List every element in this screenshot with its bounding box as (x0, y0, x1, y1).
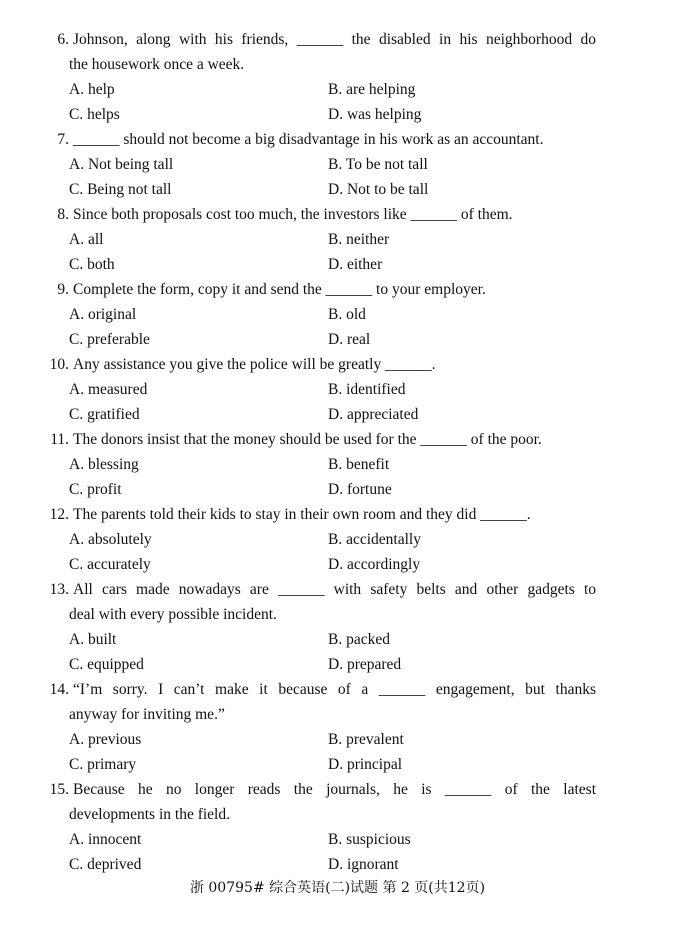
options-row (69, 827, 596, 852)
question-number: 8. (57, 206, 69, 223)
question-14-line-1 (36, 677, 596, 702)
options-row (69, 527, 596, 552)
question-number: 7. (57, 131, 69, 148)
option-d: D. Not to be tall (328, 181, 429, 198)
question-number: 10. (49, 356, 69, 373)
option-b: B. are helping (328, 81, 416, 98)
option-c: C. equipped (69, 656, 144, 673)
question-12 (36, 502, 596, 577)
question-text: Because he no longer reads the journals, he is ______ of the latest (73, 781, 596, 798)
question-text: Complete the form, copy it and send the ______ to your employer. (73, 281, 486, 298)
question-text-continued: developments in the field. (69, 806, 230, 823)
option-d: D. ignorant (328, 856, 399, 873)
option-a: A. innocent (69, 831, 142, 848)
question-text-continued: the housework once a week. (69, 56, 245, 73)
question-number: 9. (57, 281, 69, 298)
option-a: A. help (69, 81, 115, 98)
question-text: “I’m sorry. I can’t make it because of a ______ engagement, but thanks (73, 681, 596, 698)
option-d: D. accordingly (328, 556, 421, 573)
option-c: C. preferable (69, 331, 150, 348)
option-a: A. measured (69, 381, 148, 398)
option-a: A. original (69, 306, 137, 323)
option-b: B. prevalent (328, 731, 404, 748)
option-b: B. suspicious (328, 831, 411, 848)
question-15 (36, 777, 596, 877)
question-7-line-1 (36, 127, 596, 152)
option-a: A. blessing (69, 456, 139, 473)
question-number: 12. (49, 506, 69, 523)
option-c: C. primary (69, 756, 137, 773)
options-row (69, 477, 596, 502)
option-c: C. profit (69, 481, 122, 498)
option-b: B. packed (328, 631, 390, 648)
question-6-line-1 (36, 27, 596, 52)
options-row (69, 102, 596, 127)
option-d: D. principal (328, 756, 403, 773)
option-a: A. absolutely (69, 531, 152, 548)
question-8-line-1 (36, 202, 596, 227)
question-number: 13. (49, 581, 69, 598)
options-row (69, 652, 596, 677)
option-d: D. was helping (328, 106, 422, 123)
question-number: 15. (49, 781, 69, 798)
question-11 (36, 427, 596, 502)
options-row (69, 177, 596, 202)
question-10 (36, 352, 596, 427)
option-b: B. old (328, 306, 366, 323)
options-row (69, 402, 596, 427)
question-text: All cars made nowadays are ______ with safety belts and other gadgets to (73, 581, 596, 598)
option-a: A. previous (69, 731, 142, 748)
question-9 (36, 277, 596, 352)
option-c: C. gratified (69, 406, 140, 423)
question-number: 14. (49, 681, 69, 698)
question-13 (36, 577, 596, 677)
options-row (69, 252, 596, 277)
option-c: C. accurately (69, 556, 151, 573)
option-c: C. helps (69, 106, 120, 123)
question-9-line-1 (36, 277, 596, 302)
options-row (69, 77, 596, 102)
question-7 (36, 127, 596, 202)
option-b: B. benefit (328, 456, 390, 473)
question-11-line-1 (36, 427, 596, 452)
option-c: C. deprived (69, 856, 142, 873)
question-text-continued: anyway for inviting me.” (69, 706, 225, 723)
option-b: B. accidentally (328, 531, 421, 548)
options-row (69, 627, 596, 652)
option-a: A. Not being tall (69, 156, 174, 173)
option-b: B. neither (328, 231, 390, 248)
question-14 (36, 677, 596, 777)
question-text: Any assistance you give the police will be greatly ______. (73, 356, 436, 373)
question-number: 6. (57, 31, 69, 48)
option-d: D. fortune (328, 481, 392, 498)
footer-text: 浙 00795# 综合英语(二)试题 第 2 页(共12页) (189, 880, 486, 896)
question-10-line-1 (36, 352, 596, 377)
option-c: C. both (69, 256, 115, 273)
question-12-line-1 (36, 502, 596, 527)
option-a: A. built (69, 631, 117, 648)
options-row (69, 377, 596, 402)
options-row (69, 227, 596, 252)
question-6 (36, 27, 596, 127)
option-c: C. Being not tall (69, 181, 172, 198)
options-row (69, 852, 596, 877)
options-row (69, 552, 596, 577)
option-d: D. appreciated (328, 406, 419, 423)
question-text-continued: deal with every possible incident. (69, 606, 277, 623)
question-text: The donors insist that the money should be used for the ______ of the poor. (73, 431, 542, 448)
option-d: D. prepared (328, 656, 402, 673)
option-a: A. all (69, 231, 104, 248)
option-d: D. real (328, 331, 371, 348)
question-15-line-1 (36, 777, 596, 802)
options-row (69, 302, 596, 327)
question-text: The parents told their kids to stay in their own room and they did ______. (73, 506, 531, 523)
question-8 (36, 202, 596, 277)
question-text: ______ should not become a big disadvantage in his work as an accountant. (73, 131, 544, 148)
option-d: D. either (328, 256, 383, 273)
options-row (69, 727, 596, 752)
question-text: Since both proposals cost too much, the investors like ______ of them. (73, 206, 513, 223)
option-b: B. To be not tall (328, 156, 428, 173)
question-text: Johnson, along with his friends, ______ the disabled in his neighborhood do (73, 31, 596, 48)
options-row (69, 327, 596, 352)
option-b: B. identified (328, 381, 406, 398)
options-row (69, 452, 596, 477)
question-number: 11. (50, 431, 69, 448)
options-row (69, 152, 596, 177)
page-footer (0, 877, 675, 897)
question-13-line-1 (36, 577, 596, 602)
options-row (69, 752, 596, 777)
